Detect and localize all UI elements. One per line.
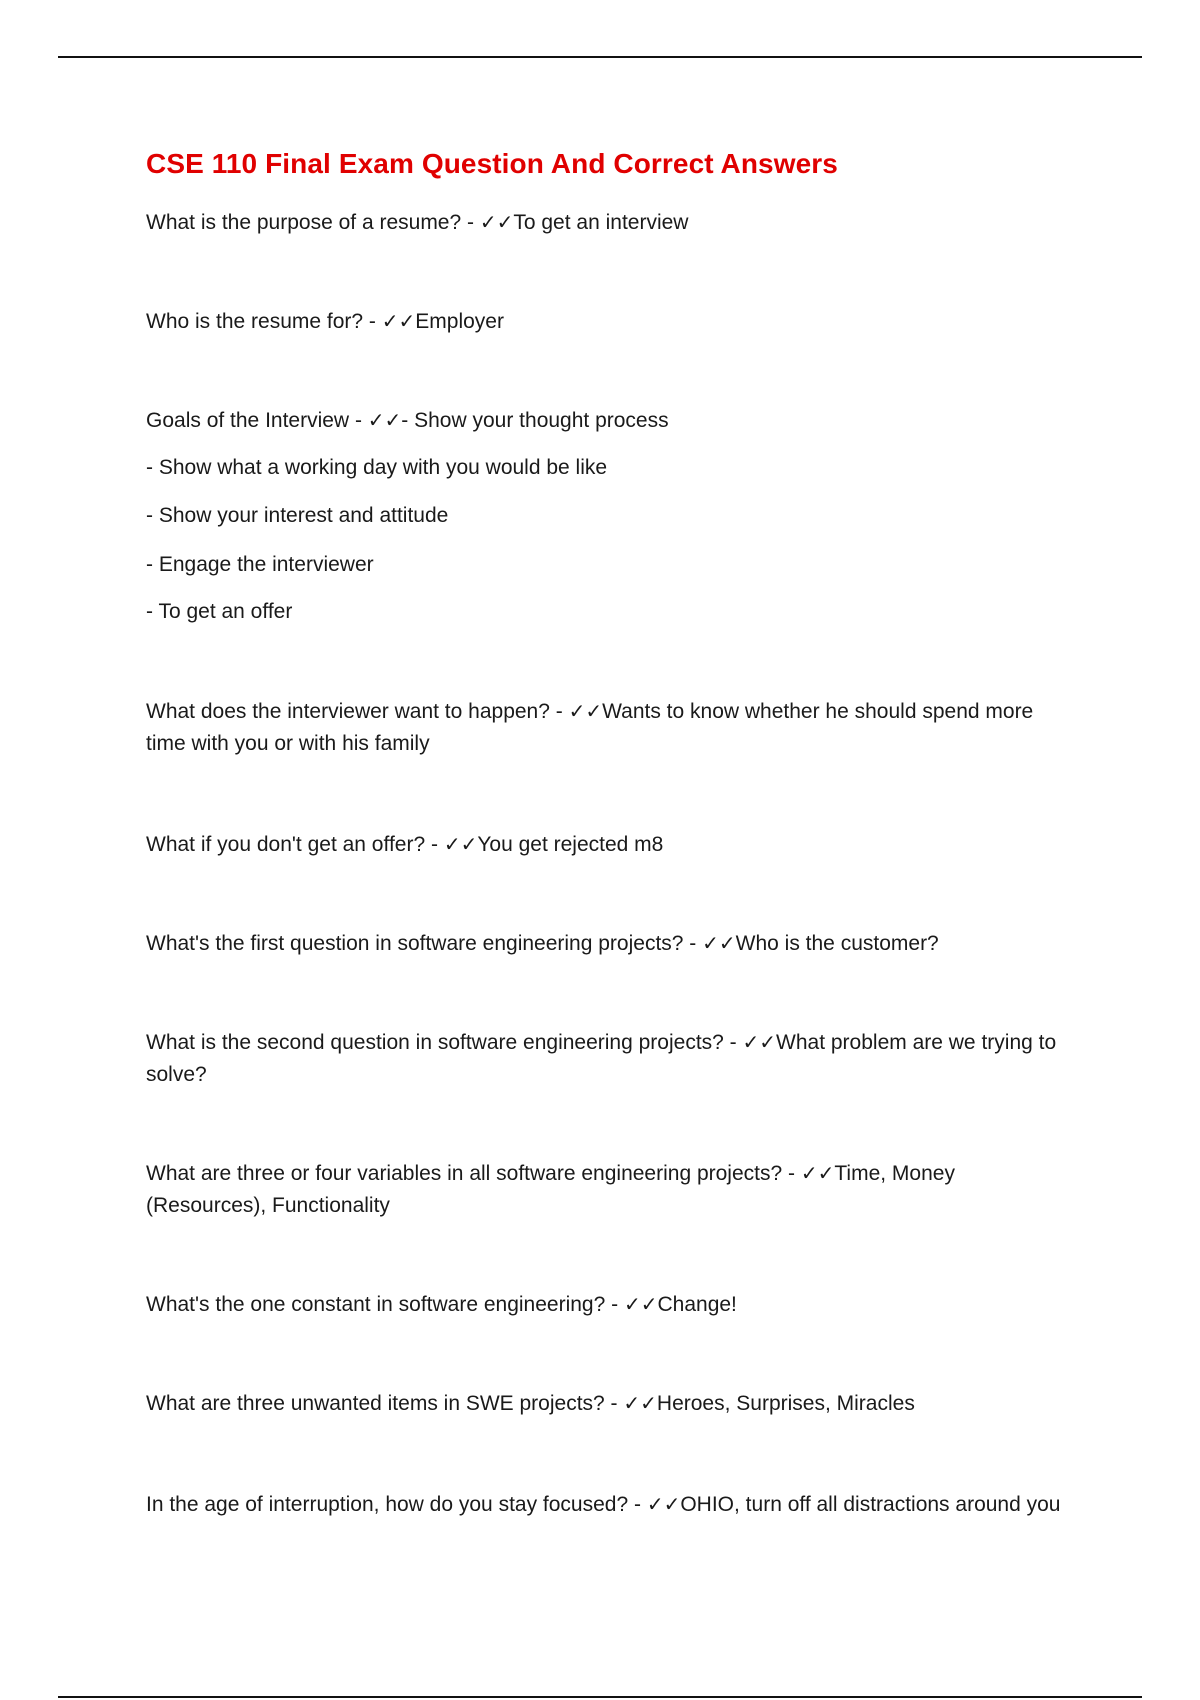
double-check-icon: ✓✓ (381, 309, 416, 333)
qa-item (146, 1026, 1066, 1091)
double-check-icon: ✓✓ (367, 408, 402, 432)
question-text: What are three unwanted items in SWE projects? (146, 1392, 605, 1415)
list-item: - Engage the interviewer (146, 553, 374, 576)
answer-text: Time, Money (Resources), Functionality (146, 1162, 955, 1217)
answer-text: - Show your thought process (401, 409, 669, 432)
question-text: What are three or four variables in all software engineering projects? (146, 1162, 783, 1185)
separator: - (549, 700, 569, 723)
qa-item (146, 695, 1066, 760)
list-item: - Show what a working day with you would be like (146, 456, 608, 479)
question-text: Who is the resume for? (146, 310, 364, 333)
separator: - (723, 1031, 743, 1054)
document-title: CSE 110 Final Exam Question And Correct Answers (146, 148, 838, 179)
header-rule (58, 56, 1142, 58)
answer-text: OHIO, turn off all distractions around you (680, 1493, 1061, 1516)
answer-text: You get rejected m8 (477, 833, 664, 856)
separator: - (349, 409, 368, 432)
question-text: What's the first question in software engineering projects? (146, 932, 684, 955)
double-check-icon: ✓✓ (568, 699, 603, 723)
double-check-icon: ✓✓ (623, 1292, 658, 1316)
footer-rule (58, 1696, 1142, 1698)
qa-item (146, 404, 1066, 437)
question-text: What is the purpose of a resume? (146, 211, 462, 234)
qa-item (146, 1157, 1066, 1222)
separator: - (782, 1162, 801, 1185)
qa-item (146, 828, 1066, 861)
question-text: What if you don't get an offer? (146, 833, 426, 856)
double-check-icon: ✓✓ (443, 832, 478, 856)
answer-text: Heroes, Surprises, Miracles (656, 1392, 915, 1415)
qa-item (146, 305, 1066, 338)
double-check-icon: ✓✓ (623, 1391, 657, 1415)
qa-item (146, 927, 1066, 960)
qa-item (146, 1488, 1066, 1521)
separator: - (425, 833, 444, 856)
list-item: - Show your interest and attitude (146, 504, 449, 527)
double-check-icon: ✓✓ (742, 1030, 777, 1054)
question-text: What's the one constant in software engineering? (146, 1293, 606, 1316)
double-check-icon: ✓✓ (800, 1161, 835, 1185)
answer-text: To get an interview (513, 211, 689, 234)
answer-text: Who is the customer? (735, 932, 939, 955)
double-check-icon: ✓✓ (479, 210, 514, 234)
answer-text: Employer (415, 310, 504, 333)
separator: - (363, 310, 382, 333)
separator: - (604, 1392, 624, 1415)
qa-item (146, 1288, 1066, 1321)
question-text: What is the second question in software engineering projects? (146, 1031, 724, 1054)
question-text: In the age of interruption, how do you stay focused? (146, 1493, 629, 1516)
separator: - (683, 932, 703, 955)
double-check-icon: ✓✓ (646, 1492, 681, 1516)
question-text: Goals of the Interview (146, 409, 350, 432)
answer-text: Change! (657, 1293, 737, 1316)
qa-item (146, 206, 1066, 239)
separator: - (605, 1293, 624, 1316)
list-item: - To get an offer (146, 600, 293, 623)
separator: - (461, 211, 480, 234)
separator: - (628, 1493, 647, 1516)
double-check-icon: ✓✓ (702, 931, 736, 955)
question-text: What does the interviewer want to happen? (146, 700, 550, 723)
answer-text: Wants to know whether he should spend more time with you or with his family (146, 700, 1034, 755)
answer-text: What problem are we trying to solve? (146, 1031, 1057, 1086)
qa-item (146, 1387, 1066, 1420)
